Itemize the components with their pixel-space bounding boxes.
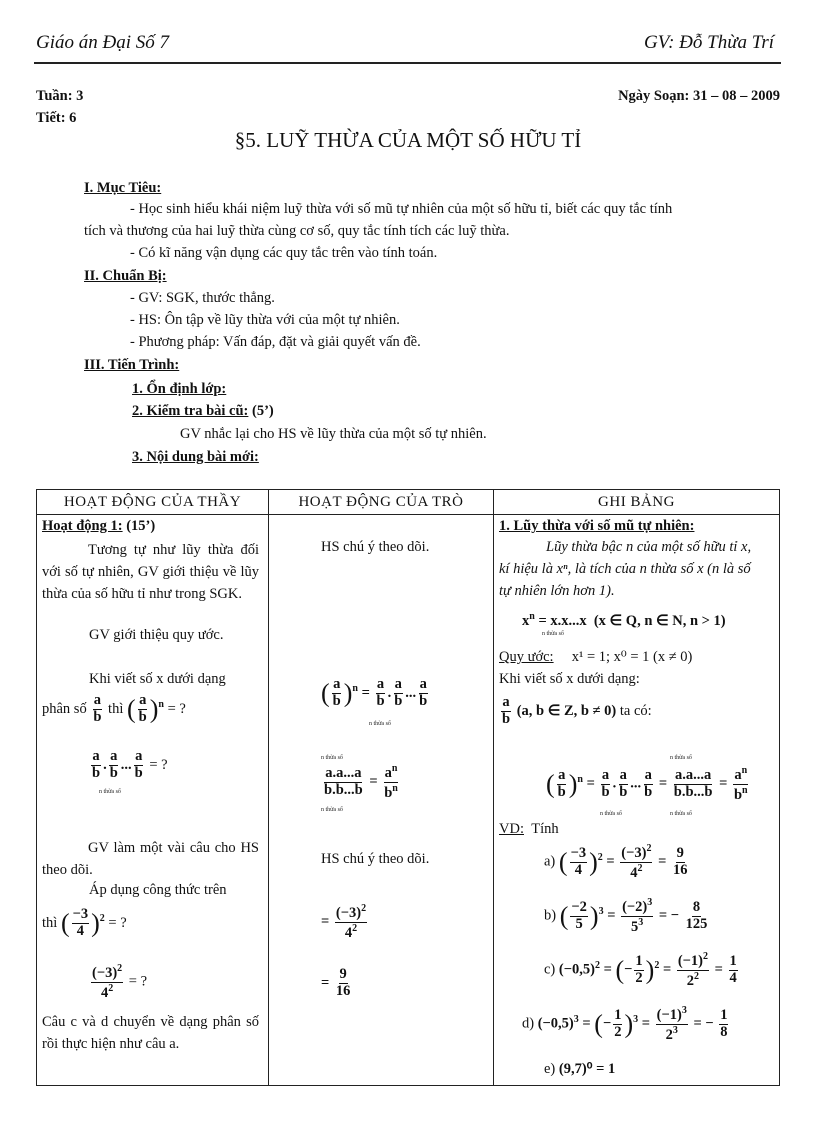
board-def-1: Lũy thừa bậc n của một số hữu tỉ x, (546, 539, 752, 555)
week: Tuần: 3 (36, 88, 84, 104)
board-example: VD: Tính (499, 821, 559, 837)
teacher-p4: GV làm một vài câu cho HS theo dõi. (42, 840, 259, 878)
board-write-as: Khi viết số x dưới dạng: (499, 671, 640, 687)
board-convention: Quy ước: x¹ = 1; x⁰ = 1 (x ≠ 0) (499, 649, 693, 665)
example-b: b) ( $\frac{-2}{5}$ )$^3$ = $\frac{(-2)^3}{5^3}$ = − $\frac{8}{125}$ (544, 897, 708, 935)
prep-date: Ngày Soạn: 31 – 08 – 2009 (618, 88, 780, 104)
step-2-label: 2. Kiểm tra bài cũ: (132, 403, 249, 419)
objective-2: - Có kĩ năng vận dụng các quy tắc trên vào tính toán. (130, 245, 438, 261)
prep-hs: - HS: Ôn tập về lũy thừa với của một tự nhiên. (130, 312, 400, 328)
board-heading: 1. Lũy thừa với số mũ tự nhiên: (499, 518, 695, 534)
teacher-p6: Câu c và d chuyển về dạng phân số rồi thực hiện như câu a. (42, 1014, 259, 1052)
student-s1: HS chú ý theo dõi. (321, 539, 430, 555)
teacher-product-expr: $\frac{a}{b}$ . $\frac{a}{b}$ ... $\frac{a}{b}$ = ? n thừa số (92, 748, 168, 795)
header-right: GV: Đỗ Thừa Trí (643, 32, 774, 53)
example-c: c) $(-0,5)^2$ = (− $\frac{1}{2}$ )$^2$ = $\frac{(-1)^2}{2^2}$ = $\frac{1}{4}$ (544, 951, 737, 989)
example-e: e) (9,7)⁰ = 1 (544, 1061, 616, 1077)
board-formula: $x^n = x.x...x$ (x ∈ Q, n ∈ N, n > 1) n thừa số (522, 611, 726, 637)
step-2 (132, 403, 274, 420)
header-left: Giáo án Đại Số 7 (36, 32, 169, 53)
process-heading: III. Tiến Trình: (84, 357, 180, 373)
col-header-student: HOẠT ĐỘNG CỦA TRÒ (269, 490, 494, 515)
teacher-p2: GV giới thiệu quy ước. (89, 627, 224, 643)
header-rule (34, 62, 781, 64)
prep-gv: - GV: SGK, thước thẳng. (130, 290, 275, 306)
step-2-time: (5’) (248, 403, 274, 419)
board-cell (494, 515, 780, 1086)
objective-1a: - Học sinh hiểu khái niệm luỹ thừa với số mũ tự nhiên của một số hữu tỉ, biết các quy tắc tính (130, 201, 673, 217)
activity-label: Hoạt động 1: (15’) (42, 518, 156, 534)
teacher-fraction-expr: $\frac{(-3)^2}{4^2}$ = ? (92, 963, 148, 1001)
teacher-p1: Tương tự như lũy thừa đối với số tự nhiên, GV giới thiệu về lũy thừa của số hữu tỉ như trong SGK. (42, 542, 259, 602)
lesson-title: §5. LUỸ THỪA CỦA MỘT SỐ HỮU TỈ (234, 128, 582, 152)
example-a: a) ( $\frac{-3}{4}$ )$^2$ = $\frac{(-3)^2}{4^2}$ = $\frac{9}{16}$ (544, 843, 688, 881)
student-power-expr: ( $\frac{a}{b}$ )$^n$ = $\frac{a}{b}$ . $\frac{a}{b}$ ... $\frac{a}{b}$ n thừa số (321, 676, 428, 727)
board-def-3: tự nhiên lớn hơn 1). (499, 583, 615, 599)
board-power-rule: ( $\frac{a}{b}$ )$^n$ = $\frac{a}{b}$ . $\frac{a}{b}$ ... $\frac{a}{b}$ = $\frac{a.a...a}{b.b...b}$ = $\frac{a^n}{b^n}$ n thừa số n thừa số n thừa số (546, 755, 748, 817)
prep-method: - Phương pháp: Vấn đáp, đặt và giải quyết vấn đề. (130, 334, 421, 350)
board-cond: $\frac{a}{b}$ (a, b ∈ Z, b ≠ 0) ta có: (502, 694, 652, 727)
teacher-p5-expr: thì ( $\frac{-3}{4}$ )$^2$ = ? (42, 906, 127, 939)
student-cell (269, 515, 494, 1086)
teacher-p5: Áp dụng công thức trên (89, 882, 227, 898)
period: Tiết: 6 (36, 110, 77, 126)
step-1: 1. Ổn định lớp: (132, 381, 227, 397)
col-header-teacher: HOẠT ĐỘNG CỦA THẦY (37, 490, 269, 515)
student-result-expr: n thừa số $\frac{a.a...a}{b.b...b}$ = $\frac{a^n}{b^n}$ n thừa số (321, 755, 398, 813)
objectives-heading: I. Mục Tiêu: (84, 180, 162, 196)
student-answer-2: = $\frac{9}{16}$ (321, 966, 351, 999)
teacher-p3-expr: phân số $\frac{a}{b}$ thì ( $\frac{a}{b}$ )$^n$ = ? (42, 692, 186, 725)
student-answer-1: = $\frac{(-3)^2}{4^2}$ (321, 903, 367, 941)
student-s2: HS chú ý theo dõi. (321, 851, 430, 867)
teacher-p3: Khi viết số x dưới dạng (89, 671, 226, 687)
example-d: d) $(-0,5)^3$ = (− $\frac{1}{2}$ )$^3$ = $\frac{(-1)^3}{2^3}$ = − $\frac{1}{8}$ (522, 1005, 728, 1043)
board-def-2: kí hiệu là xⁿ, là tích của n thừa số x (n là số (499, 561, 751, 577)
step-2-text: GV nhắc lại cho HS về lũy thừa của một số tự nhiên. (180, 426, 487, 442)
col-header-board: GHI BẢNG (494, 490, 780, 515)
step-3: 3. Nội dung bài mới: (132, 449, 259, 465)
lesson-table (36, 489, 780, 1086)
objective-1b: tích và thương của hai luỹ thừa cùng cơ số, quy tắc tính tích các luỹ thừa. (84, 223, 510, 239)
teacher-cell (37, 515, 269, 1086)
prep-heading: II. Chuẩn Bị: (84, 268, 167, 284)
